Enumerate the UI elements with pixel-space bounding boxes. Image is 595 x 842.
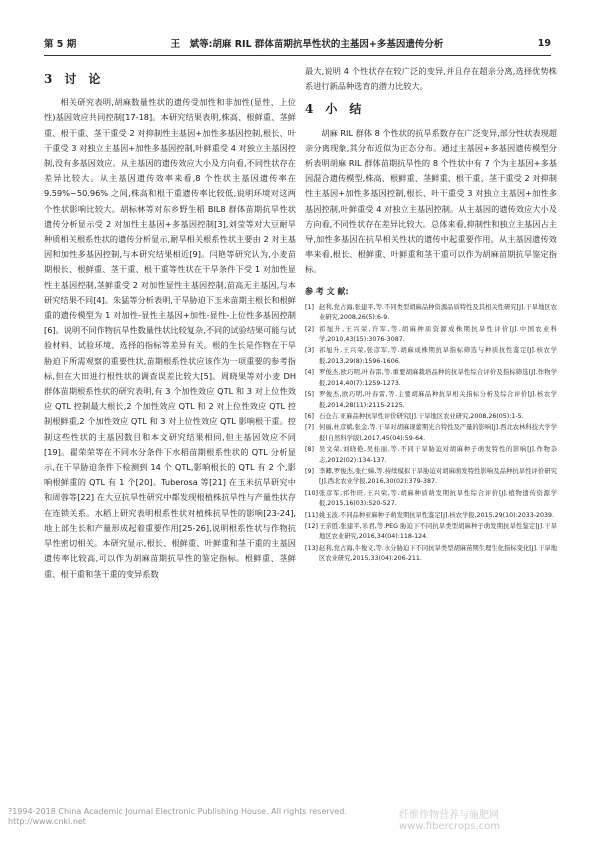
page-number: 19 bbox=[537, 37, 551, 49]
discussion-paragraph: 相关研究表明,胡麻数量性状的遗传受加性和非加性(显性、上位性)基因效应共同控制[17-18]。本研究结果表明,株高、根鲜重、茎鲜重、根干重、茎干重受 2 对抑制性主基因+加性多基因控制,根长、叶干重受 3 对独立主基因+加性多基因控制,叶鲜重受 4 对独立主基因控制,没有多基因效应。从主基因的遗传效应大小及方向看,不同性状存在差异比较大。从主基因遗传效率来看,8 个性状主基因遗传率在 9.59%~50.96% 之间,株高和根干重遗传率比较低,说明环境对这两个性状影响比较大。胡标林等对东乡野生稻 BIL8 群体苗期抗旱性状遗传分析显示受 2 对加性主基因+多基因控制[3],刘莹等对大豆耐旱种质相关根系性状的遗传分析显示,耐旱相关根系性状主要由 2 对主基因和加性多基因控制,与本研究结果相近[9]。闫艳等研究认为,小麦苗期根长、根鲜重、茎干重、根干重等性状在干旱条件下受 1 对加性显性主基因控制,茎鲜重受 2 对加性显性主基因控制,苗高无主基因,与本研究结果不同[4]。朱猛等分析表明,干旱胁迫下玉米苗期主根长和根鲜重的遗传模型为 1 对加性-显性主基因+加性-显性-上位性多基因控制[6]。说明不同作物抗旱性数量性状比较复杂,不同的试验结果可能与试验材料、试验环境、选择的指标等差异有关。根的生长是作物在干旱胁迫下所需观察的重要性状,苗期根系性状应该作为一项重要的参考指标,但在大田进行根性状的调查误差比较大[5]。周晓果等对小麦 DH 群体苗期根系性状的研究表明,有 3 个加性效应 QTL 和 3 对上位性效应 QTL 控制最大根长,2 个加性效应 QTL 和 2 对上位性效应 QTL 控制根鲜重,2 个加性效应 QTL 和 3 对上位性效应 QTL 影响根干重。控制这些性状的主基因数目和本文研究结果相同,但主基因效应不同[19]。翟荣荣等在不同水分条件下水稻苗期根系性状的 QTL 分析显示,在干旱胁迫条件下检测到 14 个 QTL,影响根长的 QTL 有 2 个,影响根鲜重的 QTL 有 1 个[20]。Tuberosa 等[21] 在玉米抗旱研究中和周蓉等[22] 在大豆抗旱性研究中都发现根植株抗旱性与产量性状存在连锁关系。水稻上研究表明根系性状对植株抗旱性的影响[23-24],地上部生长和产量形成起着重要作用[25-26],说明根系性状与作物抗旱性密切相关。本研究显示,根长、根鲜重、叶鲜重和茎干重的主基因遗传率比较高,可以作为胡麻苗期抗旱性的鉴定指标。根鲜重、茎鲜重、根干重和茎干重的变异系数 bbox=[44, 97, 296, 579]
left-column bbox=[44, 64, 296, 794]
reference-number: [6] bbox=[305, 412, 314, 420]
continued-paragraph: 最大,说明 4 个性状存在较广泛的变异,并且存在超亲分离,选择优势株系进行新品种选育的潜力比较大。 bbox=[305, 66, 557, 92]
reference-text: 祁旭升,王兴荣,张彦军,等.胡麻成株期抗旱指标筛选与种质抗性鉴定[J].核农学报,2013,29(8):1596-1606. bbox=[319, 347, 557, 365]
reference-text: 张彦军,祁作旺,王兴荣,等.胡麻种质萌发期抗旱性综合评价[J].植物遗传资源学报,2015,16(03):520-527. bbox=[319, 489, 557, 508]
reference-number: [7] bbox=[305, 424, 314, 432]
running-header bbox=[44, 34, 551, 52]
reference-number: [13] bbox=[305, 544, 318, 552]
reference-number: [11] bbox=[305, 511, 318, 519]
reference-number: [10] bbox=[305, 489, 318, 497]
reference-text: 祁旭升,王兴荣,许军,等.胡麻种质资源成株期抗旱性评价[J].中国农业科学,2010,43(15):3076-3087. bbox=[319, 325, 557, 344]
conclusion-paragraph: 胡麻 RIL 群体 8 个性状的抗旱系数存在广泛变异,部分性状表现超亲分离现象,其分布近似为正态分布。通过主基因+多基因遗传模型分析表明胡麻 RIL 群体苗期抗旱性的 8 个性状中有 7 个为主基因+多基因混合遗传模型,株高、根鲜重、茎鲜重、根干重、茎干重受 2 对抑制性主基因+加性多基因控制,根长、叶干重受 3 对独立主基因+加性多基因控制,叶鲜重受 4 对独立主基因控制。从主基因的遗传效应大小及方向看,不同性状存在差异比较大。总体来看,抑制性和独立主基因占主导,加性多基因在抗旱相关性状的遗传中起重要作用。从主基因遗传效率来看,根长、根鲜重、叶鲜重和茎干重可以作为胡麻苗期抗旱鉴定指标。 bbox=[305, 127, 557, 275]
reference-number: [2] bbox=[305, 325, 314, 333]
reference-item bbox=[305, 467, 557, 488]
reference-item bbox=[305, 423, 557, 444]
page-footer bbox=[8, 806, 587, 832]
reference-text: 姚玉波.不同品种亚麻种子萌发期抗旱性鉴定[J].核农学报,2015,29(10):2033-2039. bbox=[319, 511, 555, 519]
reference-list bbox=[305, 303, 557, 565]
reference-text: 赵利,党占海,牛俊义,等.水分胁迫下不同抗旱类型胡麻苗期生理生化指标变化[J].干旱地区农业研究,2015,33(04):206-211. bbox=[319, 544, 557, 563]
reference-text: 李卿,罗俊杰,张仁娣,等.持续模拟干旱胁迫对胡麻萌发特性影响及品种抗旱性评价研究[J].西北农业学报,2016,30(02):379-387. bbox=[319, 467, 557, 486]
reference-text: 何丽,杜彦斌,张金,等.干旱对胡麻现蕾期光合特性及产量的影响[J].西北农林科技大学学报(自然科学版),2017,45(04):59-64. bbox=[319, 424, 557, 442]
reference-text: 罗俊杰,欧巧明,叶春雷,等.主要胡麻品种抗旱相关指标分析及综合评价[J].核农学报,2014,28(11):2115-2125. bbox=[319, 391, 557, 409]
references-heading: 参 考 文 献: bbox=[305, 286, 349, 296]
reference-item bbox=[305, 522, 557, 543]
reference-item bbox=[305, 445, 557, 466]
reference-number: [5] bbox=[305, 391, 314, 399]
watermark-text: 纤维作物营养与施肥网 www.fibercrops.com bbox=[398, 810, 501, 832]
reference-number: [8] bbox=[305, 446, 314, 454]
reference-number: [9] bbox=[305, 467, 314, 475]
section-heading-discussion: 3 讨 论 bbox=[44, 72, 101, 86]
reference-text: 罗俊杰,欧巧明,叶春雷,等.重要胡麻栽培品种的抗旱性综合评价及指标筛选[J].作物学报,2014,40(7):1259-1273. bbox=[319, 369, 557, 387]
reference-item bbox=[305, 390, 557, 411]
reference-item bbox=[305, 346, 557, 367]
reference-item bbox=[305, 511, 557, 521]
reference-text: 赵利,党占海,张建平,等.不同类型胡麻品种资源品质特性及其相关性研究[J].干旱地区农业研究,2008,26(5):6-9. bbox=[319, 303, 557, 322]
reference-text: 石仓吉.亚麻品种抗旱性评价研究[J].干旱地区农业研究,2008,26(05):1-5. bbox=[319, 412, 524, 420]
reference-number: [4] bbox=[305, 369, 314, 377]
section-heading-conclusion: 4 小 结 bbox=[305, 102, 362, 117]
reference-item bbox=[305, 368, 557, 389]
reference-item bbox=[305, 544, 557, 565]
reference-text: 王亲胜,张建平,米君,等.PEG 胁迫下不同抗旱类型胡麻种子萌发期抗旱性鉴定[J].干旱地区农业研究,2016,34(04):118-124. bbox=[319, 522, 557, 541]
running-title: 王 斌等:胡麻 RIL 群体苗期抗旱性状的主基因+多基因遗传分析 bbox=[170, 39, 444, 50]
issue-number: 第 5 期 bbox=[44, 39, 77, 50]
reference-number: [3] bbox=[305, 347, 314, 355]
reference-number: [1] bbox=[305, 303, 314, 311]
header-rule bbox=[44, 55, 551, 56]
reference-number: [12] bbox=[305, 522, 318, 530]
reference-text: 吴文荣,刘晓艳,吴桂丽,等.不同干旱胁迫对胡麻种子萌发特性的影响[J].作物杂志,2012(02):134-137. bbox=[319, 446, 557, 464]
reference-item bbox=[305, 303, 557, 324]
right-column bbox=[305, 64, 557, 824]
reference-item bbox=[305, 412, 557, 422]
copyright-line: ?1994-2018 China Academic Journal Electronic Publishing House. All rights reserved. http://www.cnki.net bbox=[8, 807, 355, 826]
reference-item bbox=[305, 489, 557, 510]
reference-item bbox=[305, 325, 557, 346]
